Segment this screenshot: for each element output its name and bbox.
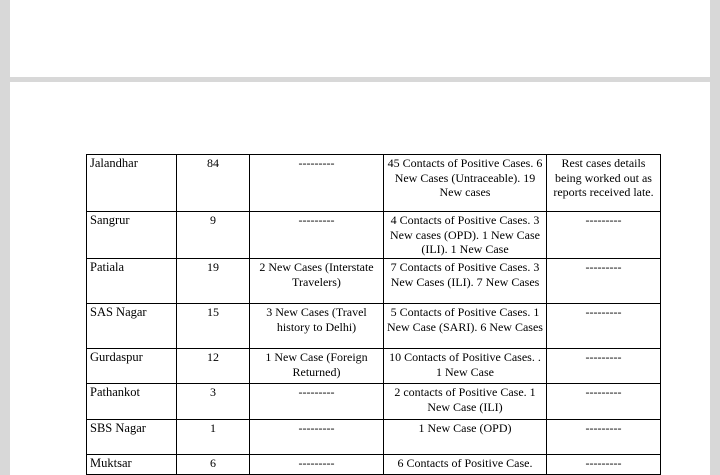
table-row xyxy=(87,349,661,384)
district-cell: Pathankot xyxy=(87,384,177,420)
contacts-cell: 5 Contacts of Positive Cases. 1 New Case (SARI). 6 New Cases xyxy=(384,304,547,349)
district-cell: Muktsar xyxy=(87,455,177,475)
contacts-cell: 10 Contacts of Positive Cases. . 1 New Case xyxy=(384,349,547,384)
district-cell: Gurdaspur xyxy=(87,349,177,384)
contacts-cell: 1 New Case (OPD) xyxy=(384,420,547,455)
count-cell: 15 xyxy=(177,304,250,349)
remarks-cell: --------- xyxy=(547,259,661,304)
contacts-cell: 4 Contacts of Positive Cases. 3 New cases (OPD). 1 New Case (ILI). 1 New Case xyxy=(384,212,547,259)
left-border xyxy=(0,0,10,475)
remarks-cell: --------- xyxy=(547,212,661,259)
page-gap xyxy=(0,77,720,82)
contacts-cell: 2 contacts of Positive Case. 1 New Case (ILI) xyxy=(384,384,547,420)
count-cell: 19 xyxy=(177,259,250,304)
contacts-cell: 45 Contacts of Positive Cases. 6 New Cases (Untraceable). 19 New cases xyxy=(384,155,547,212)
remarks-cell: Rest cases details being worked out as reports received late. xyxy=(547,155,661,212)
travel-cell: 3 New Cases (Travel history to Delhi) xyxy=(250,304,384,349)
travel-cell: --------- xyxy=(250,212,384,259)
count-cell: 84 xyxy=(177,155,250,212)
district-cell: SAS Nagar xyxy=(87,304,177,349)
contacts-cell: 6 Contacts of Positive Case. xyxy=(384,455,547,475)
count-cell: 12 xyxy=(177,349,250,384)
travel-cell: --------- xyxy=(250,155,384,212)
remarks-cell: --------- xyxy=(547,349,661,384)
district-cell: Patiala xyxy=(87,259,177,304)
remarks-cell: --------- xyxy=(547,420,661,455)
table-row xyxy=(87,455,661,475)
count-cell: 1 xyxy=(177,420,250,455)
district-cell: Jalandhar xyxy=(87,155,177,212)
remarks-cell: --------- xyxy=(547,384,661,420)
district-cell: SBS Nagar xyxy=(87,420,177,455)
previous-page xyxy=(0,0,720,77)
count-cell: 9 xyxy=(177,212,250,259)
right-border xyxy=(710,0,720,475)
travel-cell: 2 New Cases (Interstate Travelers) xyxy=(250,259,384,304)
table-row xyxy=(87,259,661,304)
table-row xyxy=(87,155,661,212)
travel-cell: 1 New Case (Foreign Returned) xyxy=(250,349,384,384)
table-row xyxy=(87,420,661,455)
travel-cell: --------- xyxy=(250,420,384,455)
table-row xyxy=(87,212,661,259)
count-cell: 3 xyxy=(177,384,250,420)
travel-cell: --------- xyxy=(250,455,384,475)
remarks-cell: --------- xyxy=(547,304,661,349)
contacts-cell: 7 Contacts of Positive Cases. 3 New Cases (ILI). 7 New Cases xyxy=(384,259,547,304)
district-cell: Sangrur xyxy=(87,212,177,259)
remarks-cell: --------- xyxy=(547,455,661,475)
table-row xyxy=(87,384,661,420)
district-case-table xyxy=(86,154,661,475)
travel-cell: --------- xyxy=(250,384,384,420)
table-row xyxy=(87,304,661,349)
count-cell: 6 xyxy=(177,455,250,475)
